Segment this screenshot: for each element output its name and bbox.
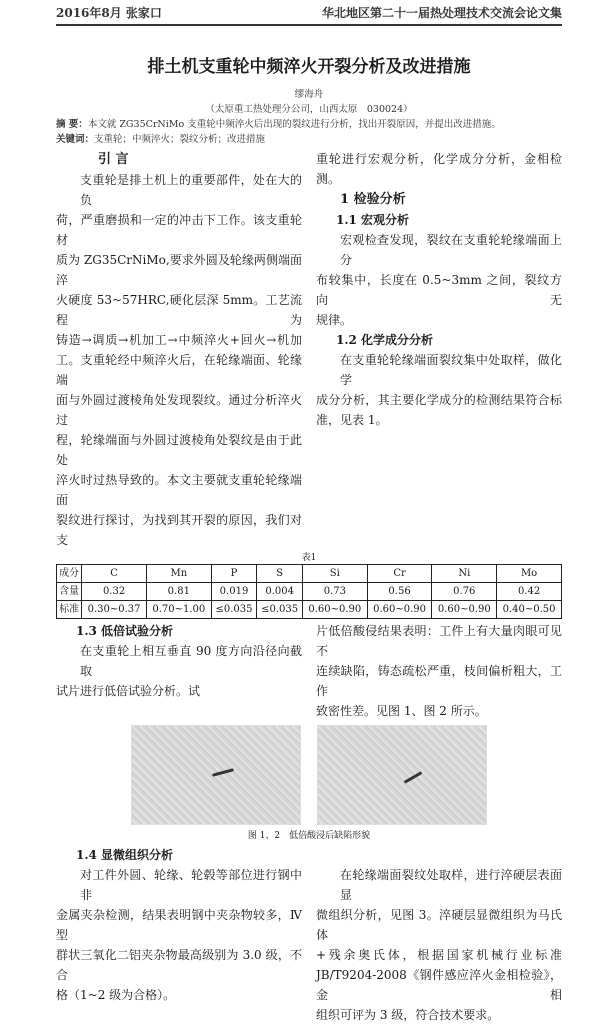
table-cell: S [257, 565, 303, 583]
text-line: 格（1~2 级为合格）。 [56, 988, 176, 1002]
section-1-4-left [56, 845, 302, 1025]
section-1-3-right [316, 621, 562, 721]
table-cell: 标准 [57, 601, 82, 619]
table-cell: ≤0.035 [211, 601, 257, 619]
figures [56, 725, 562, 825]
text-line: 致密性差。见图 1、图 2 所示。 [316, 704, 487, 718]
text-line: 规律。 [316, 313, 353, 327]
text-line: 成分分析，其主要化学成分的检测结果符合标 [316, 393, 562, 407]
table-cell: Mn [146, 565, 211, 583]
table-cell: C [82, 565, 147, 583]
text-line: 面与外圆过渡棱角处发现裂纹。通过分析淬火过 [56, 393, 302, 427]
text-line: 片低倍酸侵结果表明：工件上有大量肉眼可见不 [316, 624, 562, 658]
composition-table [56, 564, 562, 619]
section-1-4 [56, 845, 562, 1025]
section-1-3-heading: 1.3 低倍试验分析 [76, 624, 174, 638]
abstract-label: 摘 要： [56, 119, 88, 130]
text-line: JB/T9204-2008《钢件感应淬火金相检验》，金相 [316, 968, 562, 1002]
table-cell: 0.60~0.90 [302, 601, 367, 619]
text-line: 宏观检查发现，裂纹在支重轮轮缘端面上分 [340, 233, 562, 267]
intro-heading: 引 言 [98, 152, 129, 167]
figure-1-image [131, 725, 301, 825]
text-line: 微组织分析，见图 3。淬硬层显微组织为马氏体 [316, 908, 562, 942]
section-1-1-heading: 1.1 宏观分析 [336, 213, 410, 227]
keywords [56, 132, 562, 147]
text-line: 裂纹进行探讨，为找到其开裂的原因，我们对支 [56, 513, 302, 547]
table-cell: 0.32 [82, 583, 147, 601]
section-1-2-heading: 1.2 化学成分分析 [336, 333, 434, 347]
keywords-label: 关键词： [56, 134, 95, 145]
analysis-column [316, 149, 562, 550]
section-1-4-right [316, 845, 562, 1025]
section-1-heading: 1 检验分析 [340, 192, 406, 207]
table-cell: 0.004 [257, 583, 303, 601]
text-line: 淬火时过热导致的。本文主要就支重轮轮缘端面 [56, 473, 302, 507]
table-cell: 0.76 [432, 583, 497, 601]
figure-2-image [317, 725, 487, 825]
table-cell: 0.42 [497, 583, 562, 601]
table-cell: 0.56 [367, 583, 432, 601]
keywords-text: 支重轮；中频淬火；裂纹分析；改进措施 [94, 134, 266, 145]
text-line: 在支重轮上相互垂直 90 度方向沿径向截取 [80, 644, 302, 678]
table-cell: Si [302, 565, 367, 583]
table-cell: 0.73 [302, 583, 367, 601]
text-line: 试片进行低倍试验分析。试 [56, 684, 201, 698]
table-cell: ≤0.035 [257, 601, 303, 619]
text-line: 火硬度 53~57HRC,硬化层深 5mm。工艺流程为 [56, 293, 302, 327]
text-line: 金属夹杂检测，结果表明钢中夹杂物较多，Ⅳ型 [56, 908, 302, 942]
header-right: 华北地区第二十一届热处理技术交流会论文集 [321, 6, 562, 20]
table-cell: Ni [432, 565, 497, 583]
text-line: 在轮缘端面裂纹处取样，进行淬硬层表面显 [340, 868, 562, 902]
intro-column [56, 149, 302, 550]
section-1-3-left [56, 621, 302, 721]
table-cell: Cr [367, 565, 432, 583]
text-line: 连续缺陷，铸态疏松严重，枝间偏析粗大，工作 [316, 664, 562, 698]
table-cell: 0.40~0.50 [497, 601, 562, 619]
text-line: 重轮进行宏观分析，化学成分分析，金相检测。 [316, 152, 562, 186]
text-line: +残余奥氏体，根据国家机械行业标准 [316, 948, 562, 962]
table-cell: 0.81 [146, 583, 211, 601]
table-cell: P [211, 565, 257, 583]
text-line: 布较集中，长度在 0.5~3mm 之间，裂纹方向无 [316, 273, 562, 307]
table-cell: 0.70~1.00 [146, 601, 211, 619]
figure-caption: 图 1、2 低倍酸浸后缺陷形貌 [247, 831, 371, 841]
text-line: 组织可评为 3 级，符合技术要求。 [316, 1008, 500, 1022]
header-left: 2016年8月 张家口 [56, 6, 162, 20]
table-caption: 表1 [301, 553, 317, 563]
table-cell: 含量 [57, 583, 82, 601]
section-1-3 [56, 621, 562, 721]
table-cell: 0.30~0.37 [82, 601, 147, 619]
page-title: 排土机支重轮中频淬火开裂分析及改进措施 [147, 57, 471, 77]
text-line: 荷，严重磨损和一定的冲击下工作。该支重轮材 [56, 213, 302, 247]
text-line: 群状三氧化二铝夹杂物最高级别为 3.0 级，不合 [56, 948, 302, 982]
text-line: 工。支重轮经中频淬火后，在轮缘端面、轮缘端 [56, 353, 302, 387]
text-line: 在支重轮轮缘端面裂纹集中处取样，做化学 [340, 353, 562, 387]
table-row [57, 565, 562, 583]
intro-section [56, 149, 562, 550]
text-line: 准，见表 1。 [316, 413, 388, 427]
text-line: 程，轮缘端面与外圆过渡棱角处裂纹是由于此处 [56, 433, 302, 467]
abstract [56, 117, 562, 132]
table-cell: 0.019 [211, 583, 257, 601]
table-cell: 0.60~0.90 [367, 601, 432, 619]
affiliation: （太原重工热处理分公司，山西太原 030024） [205, 104, 413, 115]
table-cell: Mo [497, 565, 562, 583]
running-header [56, 4, 562, 26]
section-1-4-heading: 1.4 显微组织分析 [76, 848, 174, 862]
table-row [57, 583, 562, 601]
author: 缪海舟 [294, 89, 324, 100]
abstract-text: 本文就 ZG35CrNiMo 支重轮中频淬火后出现的裂纹进行分析，找出开裂原因，并提出改进措施。 [87, 119, 501, 130]
table-row [57, 601, 562, 619]
text-line: 铸造→调质→机加工→中频淬火+回火→机加 [56, 333, 302, 347]
text-line: 支重轮是排土机上的重要部件，处在大的负 [80, 173, 302, 207]
text-line: 对工件外圆、轮缘、轮毂等部位进行钢中非 [80, 868, 302, 902]
text-line: 质为 ZG35CrNiMo,要求外圆及轮缘两侧端面淬 [56, 253, 302, 287]
table-cell: 0.60~0.90 [432, 601, 497, 619]
table-cell: 成分 [57, 565, 82, 583]
